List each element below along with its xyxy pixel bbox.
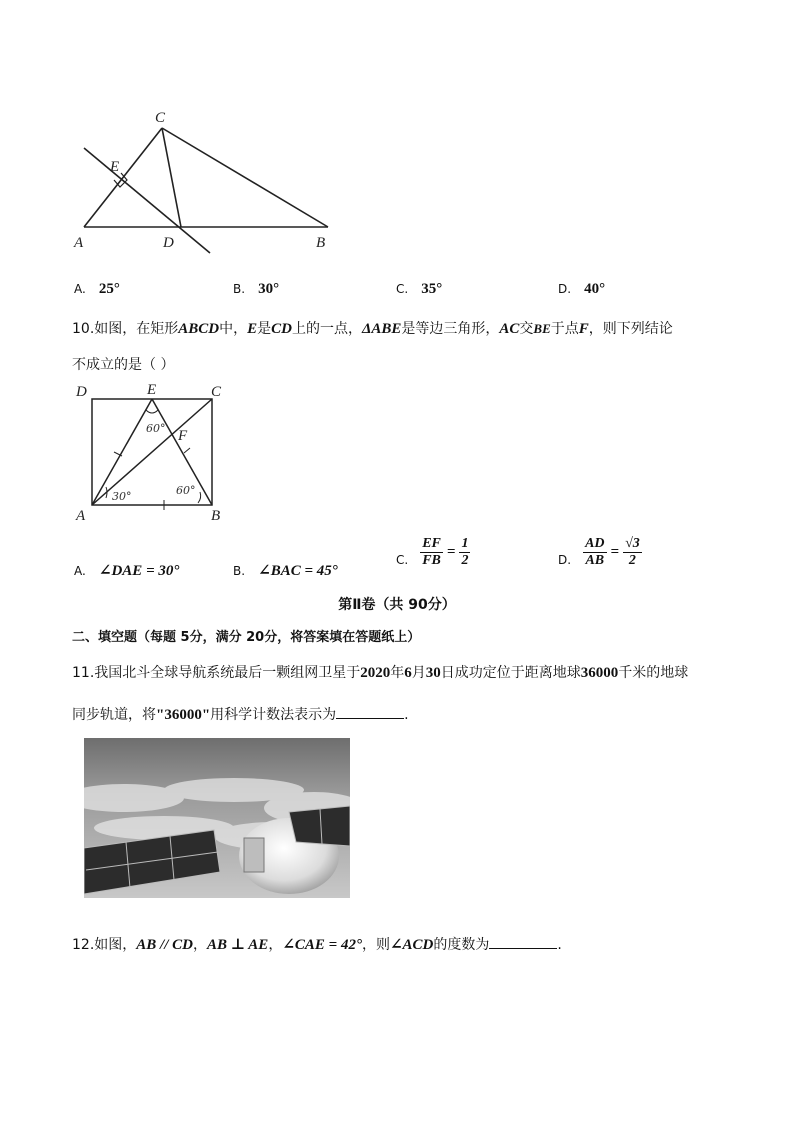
- q11-number: "36000": [156, 707, 211, 723]
- option-expr: ∠BAC = 45°: [258, 563, 338, 579]
- q11-text: 月: [411, 665, 426, 681]
- label-d: D: [76, 384, 87, 400]
- q11-text: 用科学计数法表示为: [210, 707, 337, 723]
- q11-number: 2020: [360, 665, 391, 681]
- hand-mark-top: 60°: [146, 422, 166, 435]
- q10-option-c[interactable]: [396, 536, 470, 569]
- option-letter: A.: [74, 564, 86, 578]
- option-letter: B.: [233, 282, 246, 296]
- hand-arc-right: [198, 492, 201, 503]
- q10-option-b[interactable]: [233, 560, 338, 580]
- q9-figure: [70, 100, 350, 260]
- label-d: D: [163, 235, 174, 251]
- q11-stem-line1: [72, 662, 688, 682]
- hand-mark-right: 60°: [176, 484, 196, 497]
- label-f: F: [178, 428, 188, 444]
- q10-option-d[interactable]: [558, 536, 642, 569]
- q12-text: 的度数为: [433, 937, 490, 953]
- option-value: 40°: [584, 281, 606, 297]
- satellite-photo: [84, 738, 350, 898]
- option-letter: B.: [233, 564, 246, 578]
- fraction-ef-fb: [420, 536, 443, 569]
- denominator: 2: [628, 553, 636, 568]
- q10-text: 10.如图，在矩形: [72, 321, 179, 337]
- q10-text: 是: [257, 321, 272, 337]
- option-letter: C.: [396, 553, 409, 567]
- q10-math: F: [578, 321, 589, 337]
- fill-heading: 二、填空题（每题 5分，满分 20分，将答案填在答题纸上）: [72, 630, 421, 645]
- q10-text: ，则下列结论: [588, 321, 673, 337]
- denominator: 2: [461, 553, 469, 568]
- option-value: 30°: [258, 281, 280, 297]
- equals-sign: =: [446, 544, 456, 560]
- q10-text: 于点: [550, 321, 579, 337]
- segment-cb: [162, 128, 328, 227]
- numerator: √3: [625, 536, 640, 551]
- q12-math: AB // CD: [136, 937, 193, 953]
- q10-text: 交: [519, 321, 534, 337]
- denominator: FB: [422, 553, 441, 568]
- option-letter: D.: [558, 553, 572, 567]
- q10-stem-line2: 不成立的是（ ）: [72, 357, 175, 373]
- q10-stem-line1: [72, 318, 673, 338]
- q10-text: 是等边三角形，: [401, 321, 500, 337]
- label-c: C: [155, 110, 166, 126]
- q9-option-b[interactable]: [233, 278, 279, 298]
- q12-math: AB ⊥ AE: [206, 937, 269, 953]
- answer-blank[interactable]: [489, 934, 557, 949]
- fraction-root3-half: [623, 536, 642, 569]
- hand-arc-top: [146, 410, 158, 413]
- denominator: AB: [585, 553, 605, 568]
- q11-number: 6: [404, 665, 412, 681]
- q9-option-a[interactable]: [74, 278, 120, 298]
- q10-math: E: [247, 321, 258, 337]
- numerator: AD: [585, 536, 605, 551]
- q12-text: ，: [268, 937, 283, 953]
- option-value: 35°: [421, 281, 443, 297]
- q10-text: 上的一点，: [291, 321, 362, 337]
- label-b: B: [316, 235, 326, 251]
- option-letter: D.: [558, 282, 572, 296]
- fraction-ad-ab: [583, 536, 606, 569]
- q11-text: 11.我国北斗全球导航系统最后一颗组网卫星于: [72, 665, 361, 681]
- segment-ac: [84, 128, 162, 227]
- label-a: A: [74, 235, 84, 251]
- option-expr: ∠DAE = 30°: [98, 563, 180, 579]
- label-e: E: [110, 159, 120, 175]
- q10-math: BE: [533, 321, 551, 336]
- line-de-extended: [84, 148, 210, 253]
- q11-text: 同步轨道，将: [72, 707, 156, 723]
- q11-stem-line2: [72, 704, 409, 724]
- q10-math: AC: [499, 321, 520, 337]
- label-a: A: [76, 508, 86, 524]
- q11-number: 36000: [580, 665, 619, 681]
- q12-text: ，则: [361, 937, 390, 953]
- option-letter: A.: [74, 282, 86, 296]
- q11-number: 30: [425, 665, 441, 681]
- label-b: B: [211, 508, 221, 524]
- q12-math: ∠ACD: [389, 937, 434, 953]
- q10-figure: [70, 380, 240, 525]
- q10-text: 中，: [219, 321, 248, 337]
- q12-text: .: [557, 937, 562, 953]
- numerator: 1: [461, 536, 469, 551]
- q11-text: .: [404, 707, 409, 723]
- equals-sign: =: [610, 544, 620, 560]
- option-letter: C.: [396, 282, 409, 296]
- q12-stem: [72, 934, 562, 954]
- fraction-one-half: [459, 536, 470, 569]
- hand-mark-left: 30°: [112, 490, 132, 503]
- section-title: 第Ⅱ卷（共 90分）: [338, 597, 456, 613]
- numerator: EF: [422, 536, 441, 551]
- q10-math: ΔABE: [361, 321, 402, 337]
- label-e: E: [147, 382, 157, 398]
- q11-text: 年: [390, 665, 405, 681]
- option-value: 25°: [98, 281, 120, 297]
- q9-option-c[interactable]: [396, 278, 442, 298]
- tick-eb: [184, 448, 190, 453]
- solar-panel-right: [289, 806, 350, 846]
- q10-math: ABCD: [178, 321, 220, 337]
- q10-option-a[interactable]: [74, 560, 179, 580]
- q11-text: 千米的地球: [618, 665, 689, 681]
- q11-text: 日成功定位于距离地球: [440, 665, 581, 681]
- label-c: C: [211, 384, 222, 400]
- q12-text: ，: [192, 937, 207, 953]
- q12-math: ∠CAE = 42°: [282, 937, 362, 953]
- answer-blank[interactable]: [336, 704, 404, 719]
- q9-option-d[interactable]: [558, 278, 605, 298]
- segment-cd: [162, 128, 181, 227]
- q12-text: 12.如图，: [72, 937, 137, 953]
- q10-math: CD: [271, 321, 292, 337]
